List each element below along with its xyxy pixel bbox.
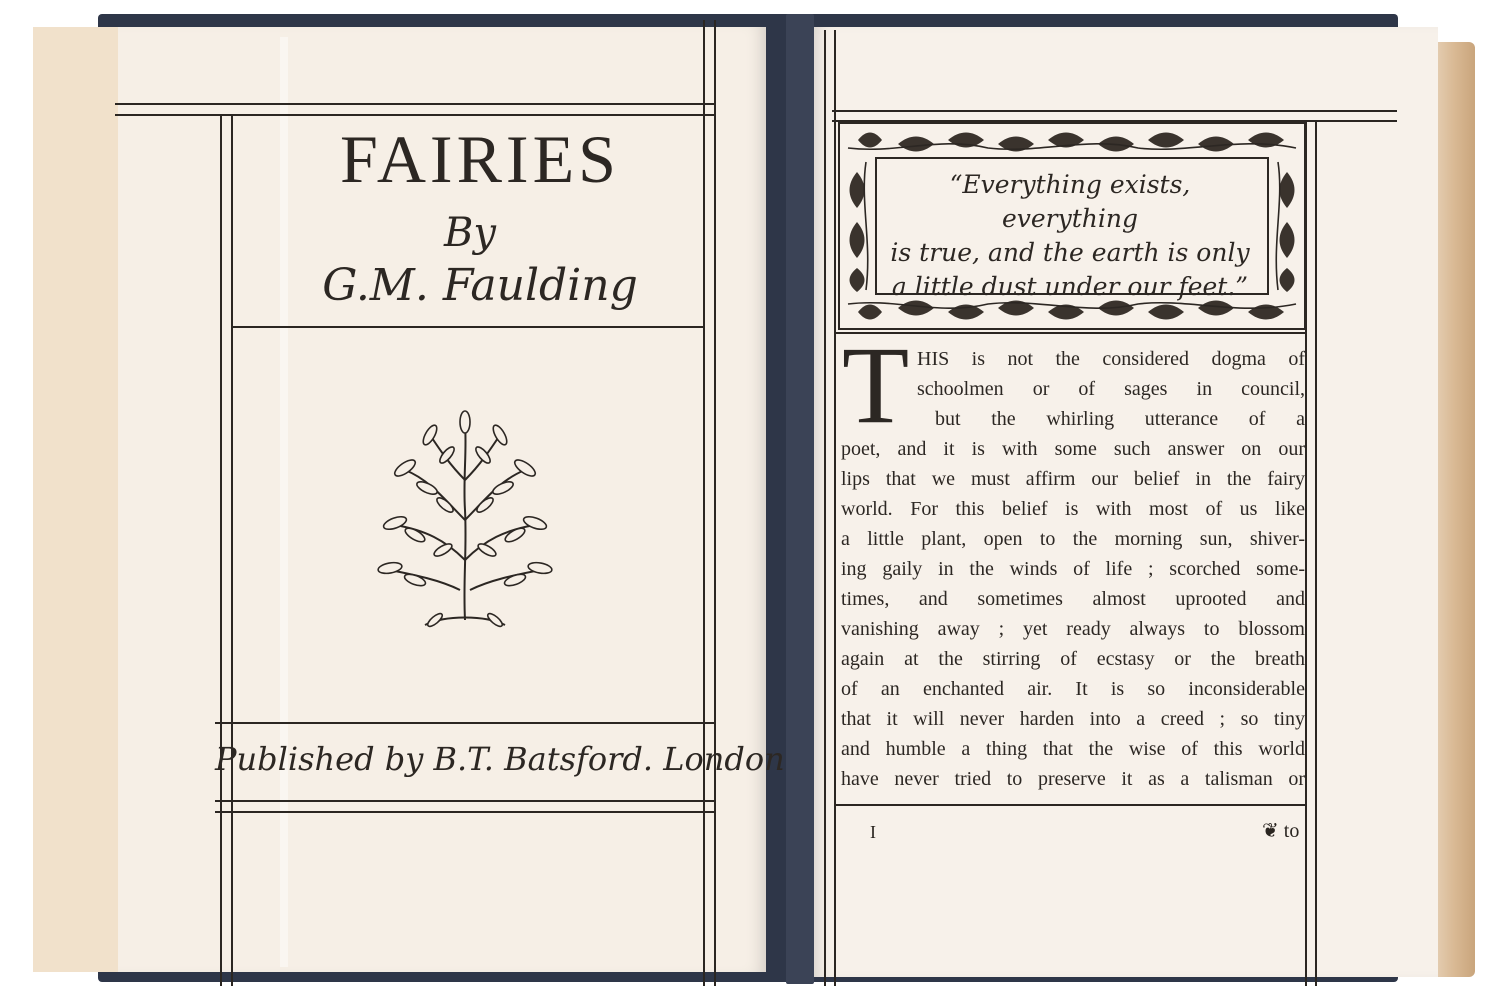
text-line: vanishing away ; yet ready always to blossom <box>841 618 1305 640</box>
book-title: FAIRIES <box>340 121 620 197</box>
by-line: By <box>444 210 496 256</box>
text-line: have never tried to preserve it as a talisman or <box>841 768 1305 790</box>
left-rule-vert-4 <box>714 20 716 986</box>
catchword <box>1262 818 1299 843</box>
author-name: G.M. Faulding <box>322 260 638 311</box>
spine-ribbon <box>786 14 814 984</box>
drop-cap: T <box>842 324 910 446</box>
page-number: I <box>870 822 876 842</box>
left-rule-top-1 <box>115 103 715 105</box>
text-line: times, and sometimes almost uprooted and <box>841 588 1305 610</box>
fleuron-icon: ❦ <box>1262 820 1279 842</box>
left-page-edge <box>33 27 118 972</box>
right-rule-vert-1 <box>824 30 826 986</box>
text-line: schoolmen or of sages in council, <box>917 378 1305 400</box>
left-rule-pub-top <box>215 722 715 724</box>
right-rule-top-1 <box>832 110 1397 112</box>
left-rule-pub-bottom-2 <box>215 811 715 813</box>
left-rule-title-base <box>231 326 703 328</box>
left-rule-vert-2 <box>231 116 233 986</box>
right-rule-vert-2 <box>834 30 836 986</box>
tree-vignette <box>355 410 575 640</box>
quote-line: “Everything exists, everything <box>949 170 1191 233</box>
text-line: again at the stirring of ecstasy or the breath <box>841 648 1305 670</box>
text-line: that it will never harden into a creed ; so tiny <box>841 708 1305 730</box>
publisher-line: Published by B.T. Batsford. London <box>215 740 785 778</box>
text-line: lips that we must affirm our belief in the fairy <box>841 468 1305 490</box>
quote-line: a little dust under our feet.” <box>891 272 1249 301</box>
text-line: world. For this belief is with most of us like <box>841 498 1305 520</box>
quote-line: is true, and the earth is only <box>890 238 1250 267</box>
text-line: HIS is not the considered dogma of <box>917 348 1305 370</box>
left-rule-top-2 <box>115 114 715 116</box>
left-rule-vert-3 <box>703 20 705 986</box>
text-line: ing gaily in the winds of life ; scorched some- <box>841 558 1305 580</box>
text-line: and humble a thing that the wise of this world <box>841 738 1305 760</box>
text-line: poet, and it is with some such answer on our <box>841 438 1305 460</box>
right-rule-vert-4 <box>1315 122 1317 986</box>
right-rule-text-base <box>834 804 1307 806</box>
text-line: a little plant, open to the morning sun, shiver- <box>841 528 1305 550</box>
epigraph-quote <box>880 168 1260 304</box>
catchword-text: to <box>1283 820 1300 842</box>
left-rule-vert-1 <box>220 116 222 986</box>
left-rule-pub-bottom-1 <box>215 800 715 802</box>
text-line: but the whirling utterance of a <box>935 408 1305 430</box>
text-line: of an enchanted air. It is so inconsiderable <box>841 678 1305 700</box>
